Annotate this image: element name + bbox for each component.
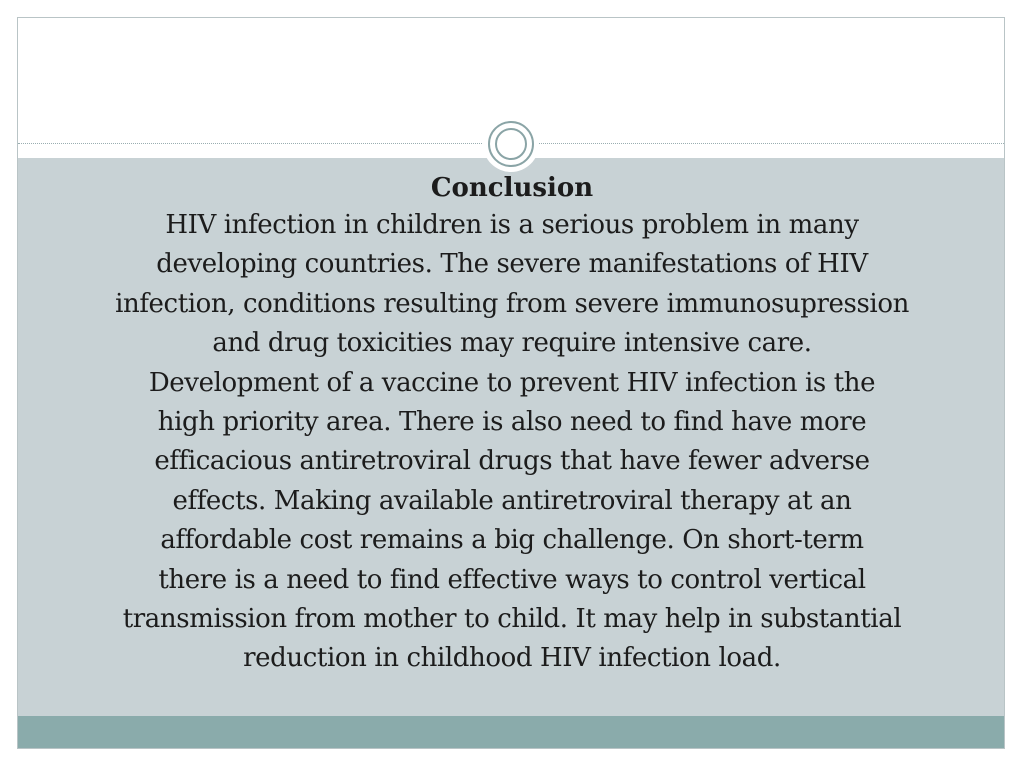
slide-body xyxy=(44,206,980,679)
body-line: HIV infection in children is a serious problem in many xyxy=(165,210,859,240)
body-line: transmission from mother to child. It may help in substantial xyxy=(122,604,902,635)
slide-text-block xyxy=(44,170,980,679)
body-line: high priority area. There is also need to find have more xyxy=(157,407,867,438)
body-line: there is a need to find effective ways to control vertical xyxy=(158,564,866,595)
body-line: Development of a vaccine to prevent HIV infection is the xyxy=(148,367,876,398)
footer-band xyxy=(18,716,1004,749)
body-line: effects. Making available antiretroviral therapy at an xyxy=(172,485,852,516)
body-line: infection, conditions resulting from severe immunosupression xyxy=(115,288,909,319)
ornament-inner-ring xyxy=(495,128,527,160)
ornament-outer-ring xyxy=(488,121,534,167)
slide-frame xyxy=(17,17,1005,749)
body-line: affordable cost remains a big challenge. On short-term xyxy=(160,525,864,556)
body-line: and drug toxicities may require intensive care. xyxy=(212,328,812,359)
body-line: developing countries. The severe manifestations of HIV xyxy=(156,249,868,280)
circle-ornament-icon xyxy=(483,116,539,172)
slide-title: Conclusion xyxy=(430,173,594,203)
body-line: efficacious antiretroviral drugs that have fewer adverse xyxy=(154,446,870,477)
body-line: reduction in childhood HIV infection load. xyxy=(243,643,781,674)
